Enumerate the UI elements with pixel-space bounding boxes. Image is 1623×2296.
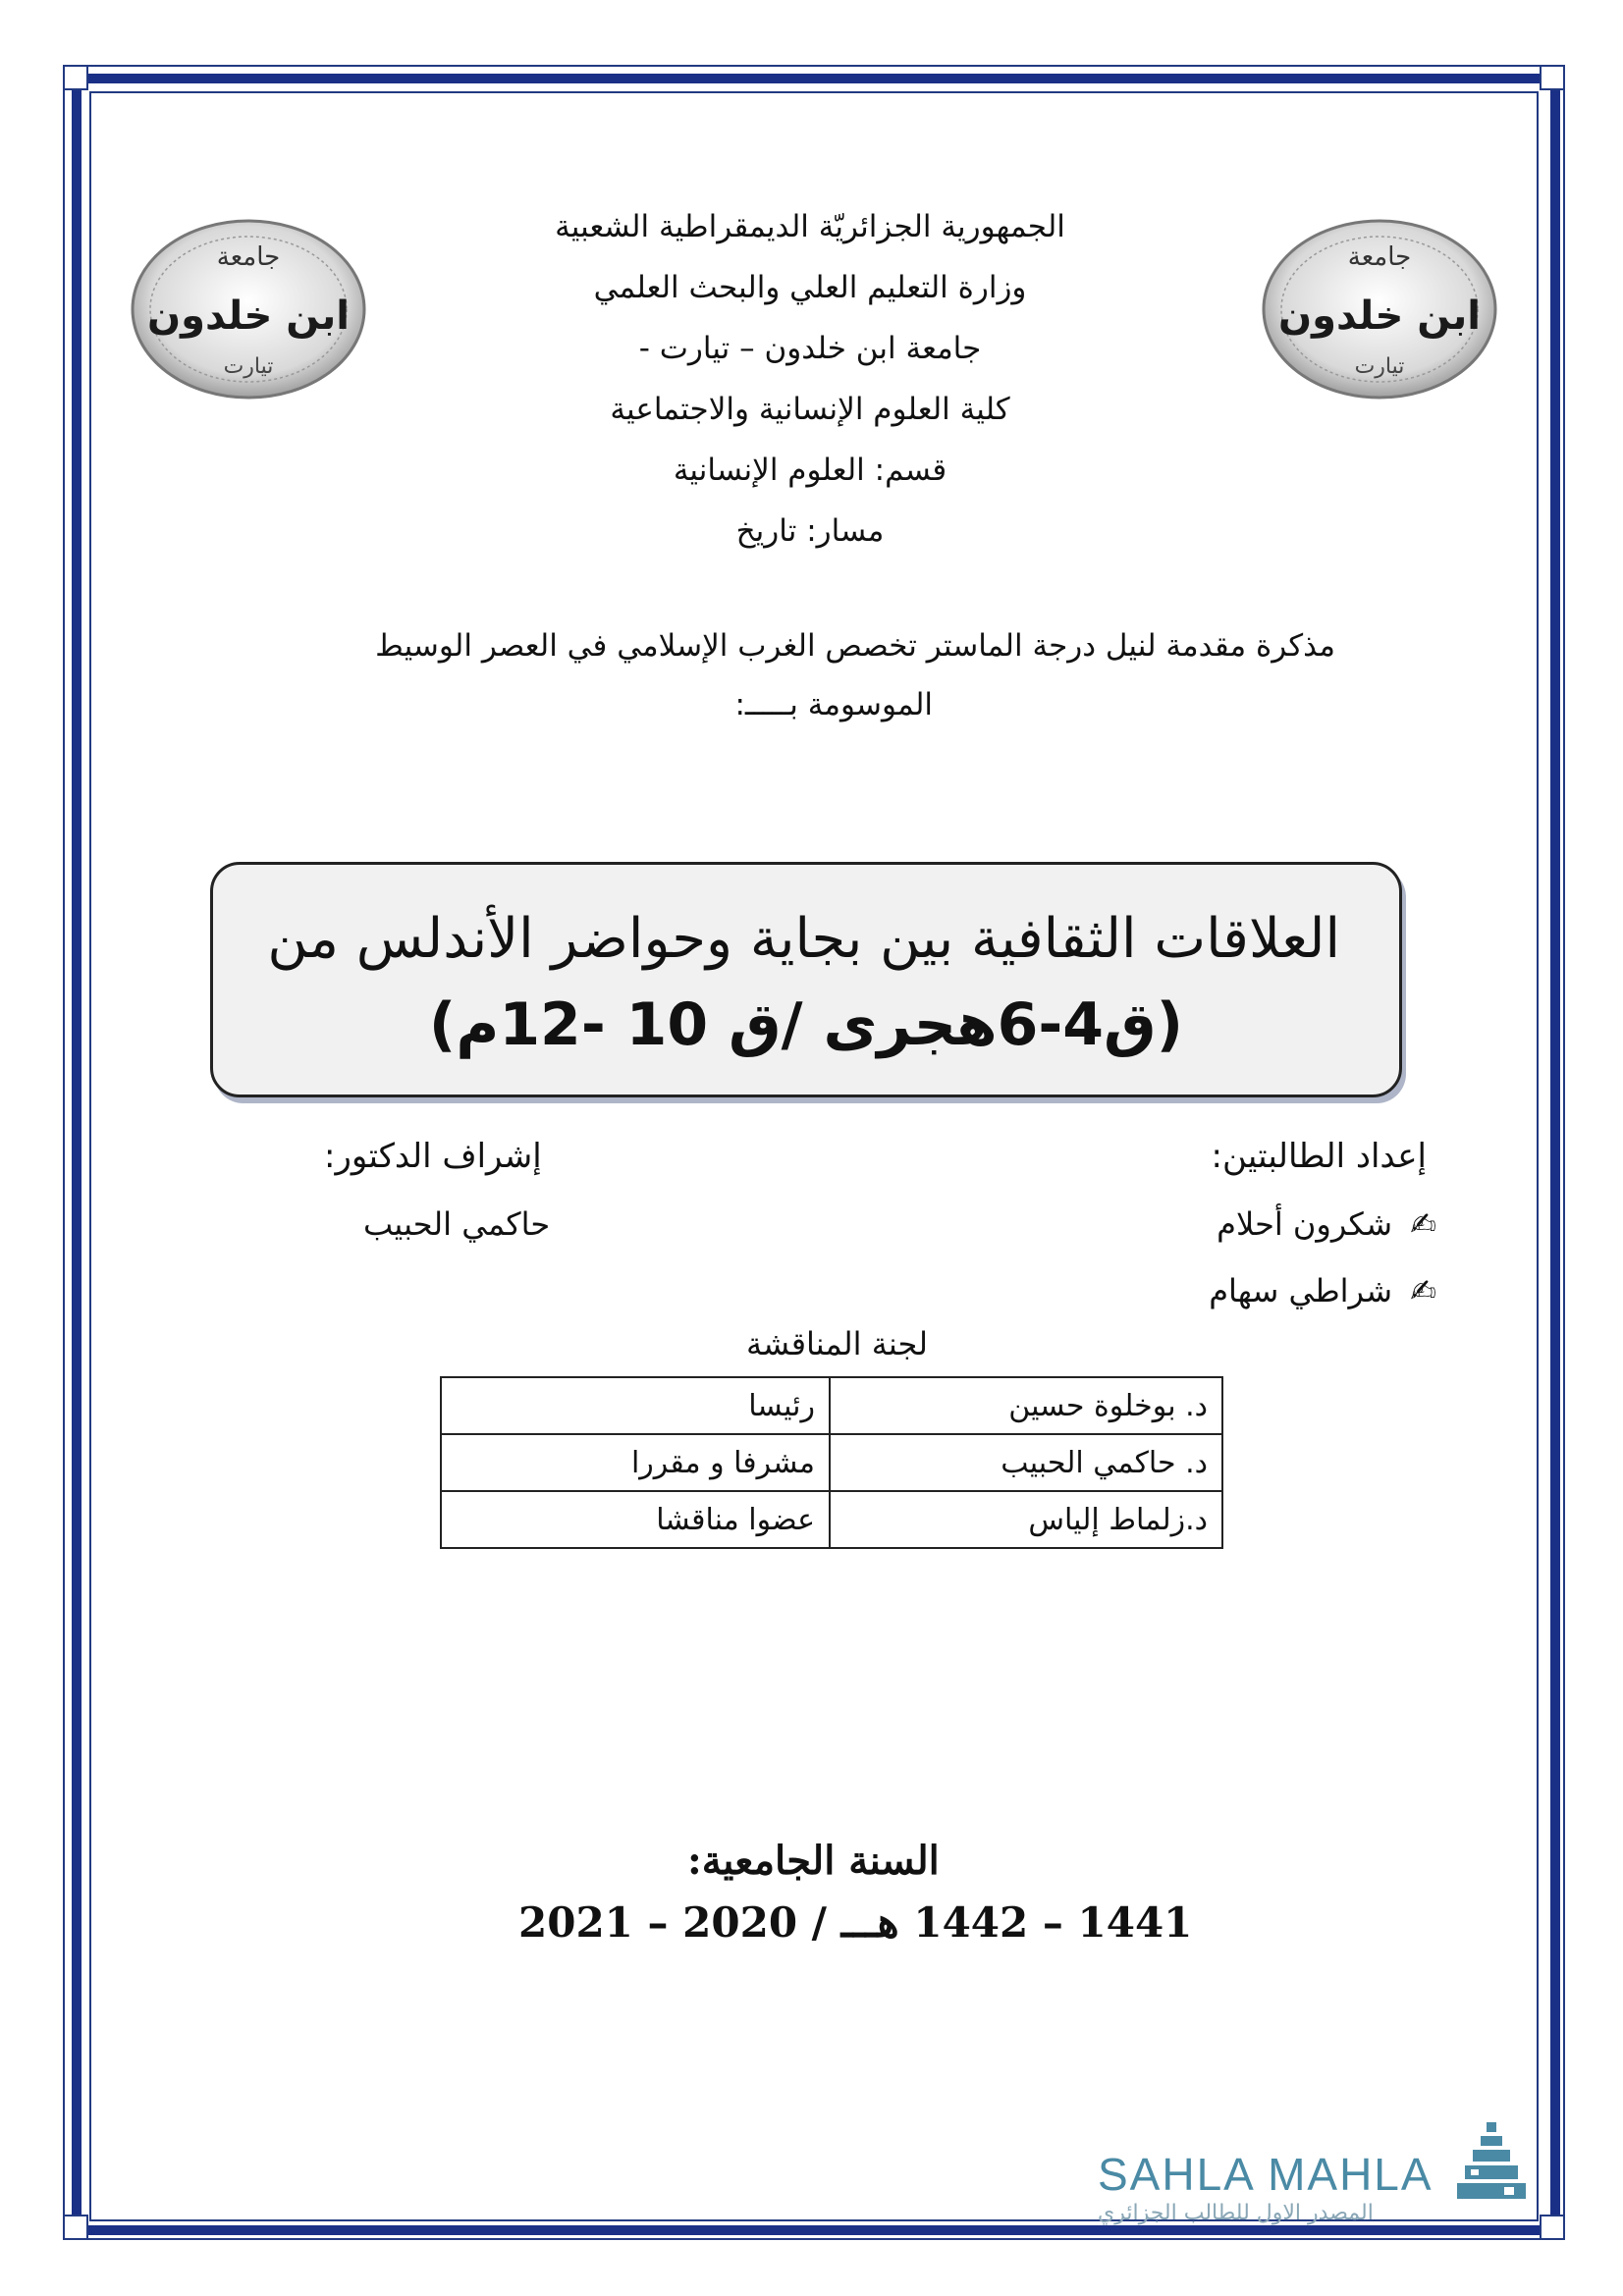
thesis-period: (ق4-6هجرى /ق 10 -12م) — [428, 990, 1184, 1059]
member-role: مشرفا و مقررا — [441, 1434, 830, 1491]
border-corner-top-right — [1540, 65, 1565, 90]
table-row — [441, 1434, 1222, 1491]
faculty-name: كلية العلوم الإنسانية والاجتماعية — [610, 392, 1010, 427]
svg-text:ابن خلدون: ابن خلدون — [1278, 294, 1481, 339]
border-corner-bottom-left — [63, 2215, 88, 2240]
memo-line: مذكرة مقدمة لنيل درجة الماستر تخصص الغرب الإسلامي في العصر الوسيط — [375, 628, 1335, 664]
pen-icon: ✍ — [1410, 1205, 1436, 1243]
sahla-mahla-watermark — [1098, 2148, 1520, 2226]
brand-tagline: المصدر الاول للطالب الجزائري — [1098, 2201, 1374, 2225]
border-corner-top-left — [63, 65, 88, 90]
supervisor-name: حاكمي الحبيب — [363, 1205, 551, 1243]
student-item — [1209, 1272, 1436, 1309]
student-name: شكرون أحلام — [1217, 1205, 1393, 1243]
svg-text:تيارت: تيارت — [1354, 354, 1405, 379]
track-name: مسار: تاريخ — [735, 513, 885, 549]
border-corner-bottom-right — [1540, 2215, 1565, 2240]
svg-text:جامعة: جامعة — [216, 242, 281, 272]
committee-table — [440, 1376, 1223, 1549]
academic-year-value: 1441 – 1442 هـــ / 2020 – 2021 — [518, 1898, 1193, 1947]
university-logo-right — [1257, 211, 1502, 407]
prepared-by-heading: إعداد الطالبتين: — [1211, 1137, 1427, 1176]
student-name: شراطي سهام — [1209, 1272, 1393, 1309]
university-logo-left — [126, 211, 371, 407]
svg-text:تيارت: تيارت — [223, 354, 274, 379]
supervisor-heading: إشراف الدكتور: — [324, 1137, 542, 1176]
memo-titled-label: الموسومة بـــــ: — [734, 687, 933, 722]
republic-name: الجمهورية الجزائريّة الديمقراطية الشعبية — [555, 209, 1065, 244]
member-name: د. بوخلوة حسين — [830, 1377, 1222, 1434]
brand-logo-icon — [1453, 2118, 1532, 2216]
department-name: قسم: العلوم الإنسانية — [673, 453, 947, 488]
memo-description — [275, 616, 1335, 734]
brand-name: SAHLA MAHLA — [1098, 2149, 1434, 2200]
svg-text:جامعة: جامعة — [1347, 242, 1412, 272]
member-name: د.زلماط إلياس — [830, 1491, 1222, 1548]
table-row — [441, 1491, 1222, 1548]
thesis-title: العلاقات الثقافية بين بجاية وحواضر الأندلس من — [267, 907, 1340, 971]
academic-year-label: السنة الجامعية: — [687, 1838, 940, 1884]
university-name: جامعة ابن خلدون – تيارت - — [638, 331, 982, 366]
thesis-title-box — [210, 862, 1402, 1097]
student-item — [1217, 1205, 1436, 1243]
table-row — [441, 1377, 1222, 1434]
committee-title: لجنة المناقشة — [746, 1325, 928, 1362]
institution-header — [452, 196, 1168, 561]
pen-icon: ✍ — [1410, 1272, 1436, 1309]
member-role: رئيسا — [441, 1377, 830, 1434]
member-role: عضوا مناقشا — [441, 1491, 830, 1548]
ministry-name: وزارة التعليم العلي والبحث العلمي — [593, 270, 1027, 305]
member-name: د. حاكمي الحبيب — [830, 1434, 1222, 1491]
svg-text:ابن خلدون: ابن خلدون — [147, 294, 350, 339]
